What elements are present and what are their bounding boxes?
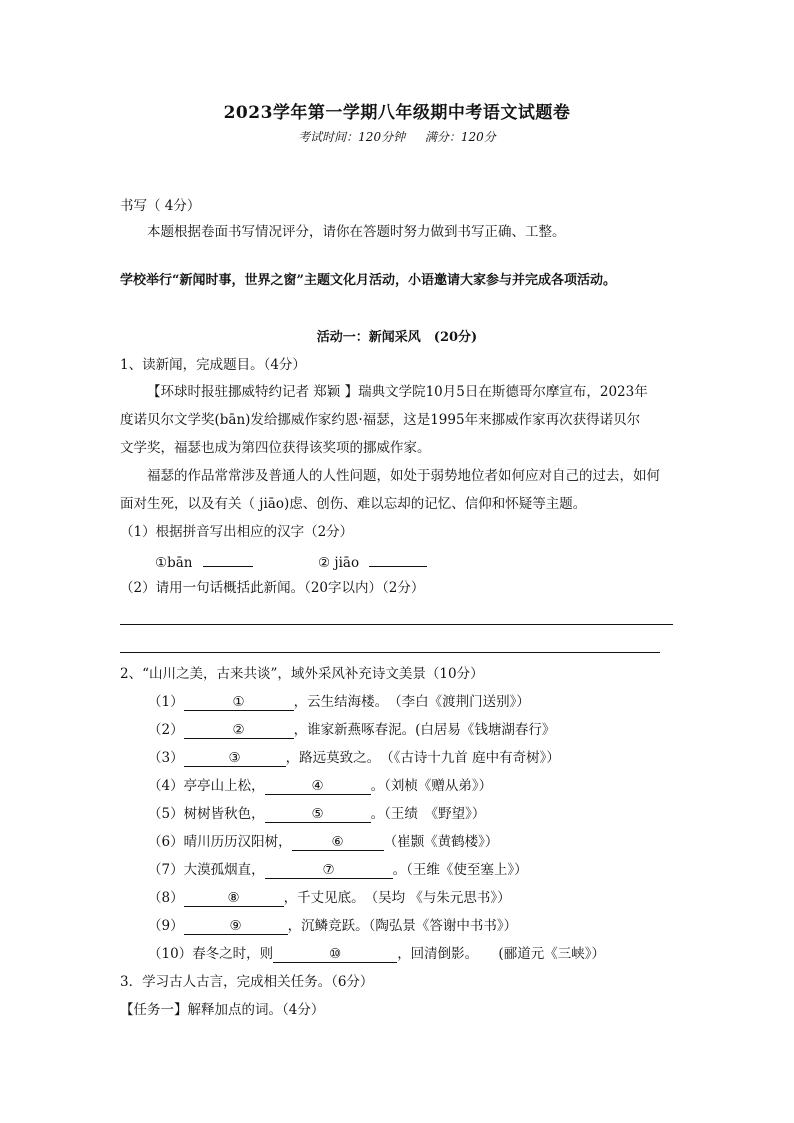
answer-blank[interactable]: ④ <box>265 778 371 795</box>
poem-item <box>148 860 528 880</box>
answer-blank[interactable]: ⑨ <box>184 918 288 935</box>
answer-blank[interactable]: ⑥ <box>292 834 384 851</box>
answer-blank[interactable]: ⑦ <box>265 862 393 879</box>
news-line-1: 【环球时报驻挪威特约记者 郑颖 】瑞典文学院10月5日在斯德哥尔摩宣布，2023年 <box>147 384 648 400</box>
writing-heading: 书写（ 4分） <box>120 198 201 214</box>
item-text: 。（刘桢《赠从弟》） <box>370 778 493 794</box>
item-text: ，千丈见底。 （吴均 《与朱元思书》） <box>283 890 511 906</box>
poem-item <box>148 944 605 964</box>
item-number: （1） <box>148 694 184 710</box>
pinyin-1: ①bān <box>155 555 193 571</box>
item-number: （9） <box>148 918 184 934</box>
news-line-4: 福瑟的作品常常涉及普通人的人性问题，如处于弱势地位者如何应对自己的过去，如何 <box>147 468 660 484</box>
answer-blank[interactable]: ③ <box>184 750 286 767</box>
item-number: （4） <box>148 778 184 794</box>
exam-info <box>0 128 794 145</box>
news-line-5: 面对生死，以及有关（ jiāo)虑、创伤、难以忘却的记忆、信仰和怀疑等主题。 <box>120 496 587 512</box>
item-text: ，云生结海楼。 （李白《渡荆门送别》） <box>293 694 530 710</box>
poem-item <box>148 888 511 908</box>
q3-task1: 【任务一】解释加点的词。（4分） <box>120 1002 325 1018</box>
pinyin-blank-1 <box>155 550 253 573</box>
item-text: 晴川历历汉阳树， <box>183 834 292 850</box>
poem-item <box>148 720 555 740</box>
item-text: 。（王绩 《野望》） <box>370 806 486 822</box>
item-text: ，回清倒影。 (郦道元《三峡》） <box>397 946 605 962</box>
q1-sub2: （2）请用一句话概括此新闻。（20字以内）（2分） <box>120 580 425 596</box>
poem-item <box>148 832 498 852</box>
q2-stem: 2、“山川之美，古来共谈”，域外采风补充诗文美景（10分） <box>120 666 484 682</box>
answer-blank[interactable]: ⑩ <box>273 946 397 963</box>
pinyin-2: ② jiāo <box>318 555 360 571</box>
q1-stem: 1、读新闻，完成题目。（4分） <box>120 357 306 373</box>
item-number: （3） <box>148 750 184 766</box>
activity-intro: 学校举行“新闻时事，世界之窗”主题文化月活动，小语邀请大家参与并完成各项活动。 <box>120 273 616 288</box>
full-score: 满分：120分 <box>424 130 496 144</box>
answer-blank[interactable]: ① <box>184 694 294 711</box>
item-text: ，沉鳞竞跃。（陶弘景《答谢中书书》） <box>287 918 518 934</box>
q1-sub1: （1）根据拼音写出相应的汉字（2分） <box>120 524 354 540</box>
answer-blank[interactable]: ⑤ <box>265 806 371 823</box>
answer-blank[interactable]: ② <box>184 722 294 739</box>
item-number: （6） <box>148 834 184 850</box>
poem-item <box>148 748 560 768</box>
item-text: 树树皆秋色， <box>183 806 265 822</box>
poem-item <box>148 692 530 712</box>
poem-item <box>148 916 517 936</box>
exam-title: 2023学年第一学期八年级期中考语文试题卷 <box>223 103 571 123</box>
item-text: 亭亭山上松， <box>183 778 265 794</box>
item-text: 。（王维《使至塞上》） <box>392 862 528 878</box>
answer-line[interactable] <box>120 652 660 653</box>
news-line-2: 度诺贝尔文学奖(bān)发给挪威作家约恩·福瑟，这是1995年来挪威作家再次获得诺贝尔 <box>120 412 641 428</box>
item-number: （10） <box>148 946 193 962</box>
writing-instruction: 本题根据卷面书写情况评分，请你在答题时努力做到书写正确、工整。 <box>147 224 566 240</box>
answer-blank[interactable] <box>369 550 427 567</box>
pinyin-blank-2 <box>318 550 427 573</box>
answer-line[interactable] <box>120 624 673 625</box>
item-text: ，路远莫致之。 （《古诗十九首 庭中有奇树》） <box>285 750 560 766</box>
item-number: （7） <box>148 862 184 878</box>
answer-blank[interactable] <box>203 550 253 567</box>
poem-item <box>148 776 492 796</box>
item-text: ，谁家新燕啄春泥。(白居易《钱塘湖春行》 <box>293 722 556 738</box>
activity1-heading: 活动一：新闻采风 (20分) <box>316 330 478 345</box>
news-line-3: 文学奖，福瑟也成为第四位获得该奖项的挪威作家。 <box>120 440 431 456</box>
item-number: （8） <box>148 890 184 906</box>
item-text: 春冬之时，则 <box>192 946 274 962</box>
item-text: （崔颢《黄鹤楼》） <box>383 834 499 850</box>
q3-stem: 3．学习古人古言，完成相关任务。（6分） <box>120 974 374 990</box>
item-number: （2） <box>148 722 184 738</box>
item-number: （5） <box>148 806 184 822</box>
answer-blank[interactable]: ⑧ <box>184 890 284 907</box>
exam-time: 考试时间：120分钟 <box>298 130 406 144</box>
poem-item <box>148 804 485 824</box>
item-text: 大漠孤烟直， <box>183 862 265 878</box>
